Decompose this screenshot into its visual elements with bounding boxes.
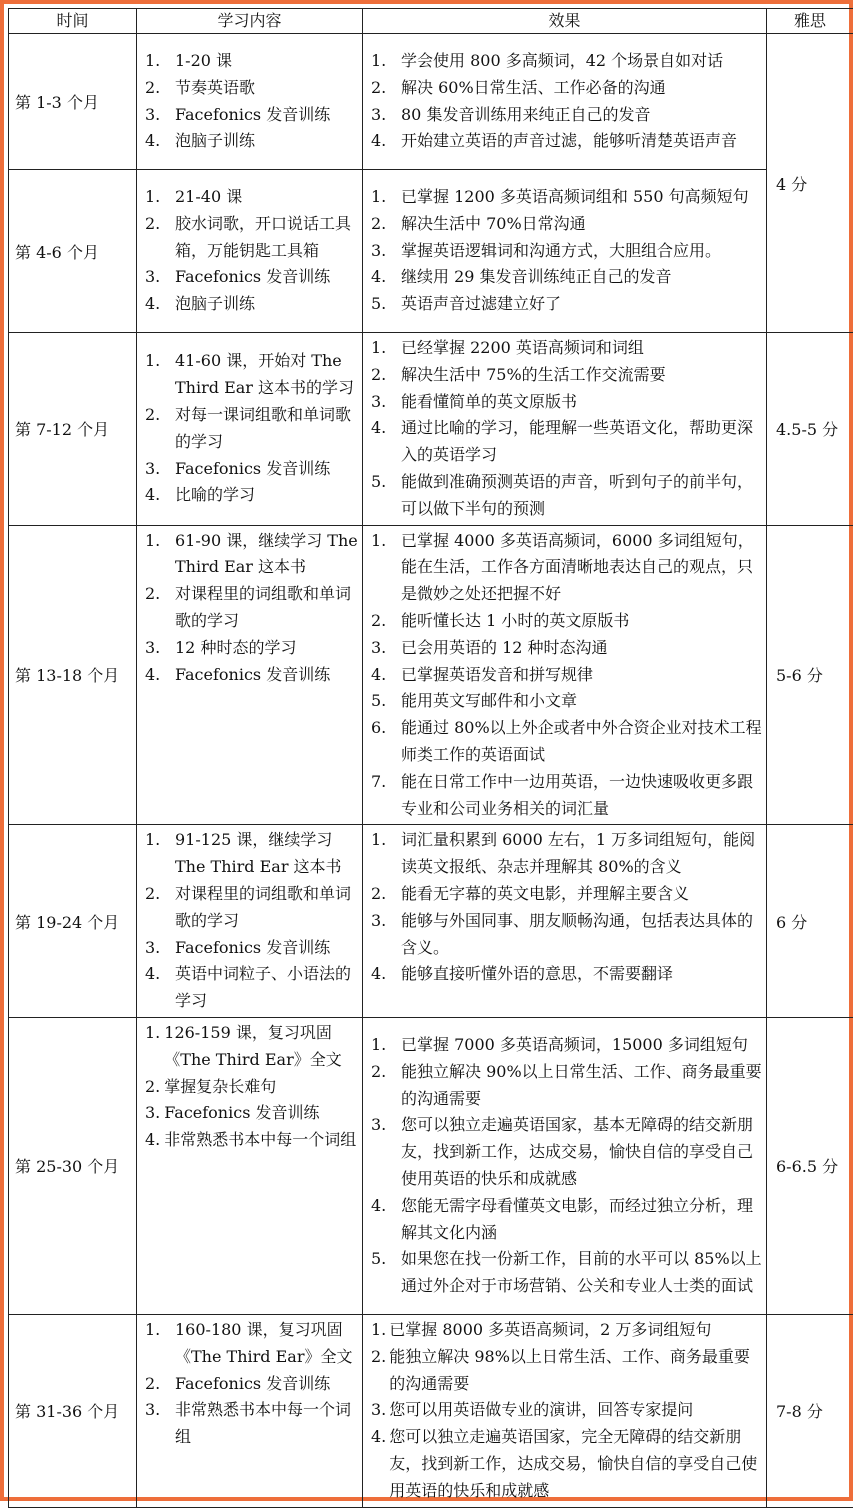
effect-list [363, 182, 766, 320]
list-item [371, 769, 762, 823]
item-text: 已经掌握 2200 英语高频词和词组 [401, 335, 762, 362]
item-number: 4. [371, 662, 401, 689]
item-text: 已掌握 1200 多英语高频词组和 550 句高频短句 [401, 184, 762, 211]
content-list [137, 1315, 362, 1453]
ielts-score-cell: 4 分 [767, 34, 853, 333]
list-item [371, 1344, 762, 1398]
list-item [145, 581, 358, 635]
effect-list [363, 46, 766, 157]
list-item [145, 482, 358, 509]
item-text: 解决生活中 70%日常沟通 [401, 211, 762, 238]
table-row [9, 170, 853, 333]
content-list [137, 526, 362, 691]
item-number: 3. [145, 456, 175, 483]
time-cell: 第 1-3 个月 [9, 34, 137, 170]
content-cell [137, 825, 363, 1018]
item-number: 3. [371, 389, 401, 416]
item-text: 能通过 80%以上外企或者中外合资企业对技术工程师类工作的英语面试 [401, 715, 762, 769]
content-cell [137, 34, 363, 170]
effect-cell [363, 1314, 767, 1507]
item-text: 能在日常工作中一边用英语，一边快速吸收更多跟专业和公司业务相关的词汇量 [401, 769, 762, 823]
list-item [371, 528, 762, 608]
list-item [145, 935, 358, 962]
item-number: 1. [371, 1317, 389, 1344]
effect-cell [363, 525, 767, 825]
item-text: 非常熟悉书本中每一个词组 [164, 1127, 358, 1154]
item-number: 2. [371, 211, 401, 238]
table-row [9, 825, 853, 1018]
item-text: 91-125 课，继续学习 The Third Ear 这本书 [175, 827, 358, 881]
item-text: Facefonics 发音训练 [175, 264, 358, 291]
item-text: 您可以用英语做专业的演讲，回答专家提问 [389, 1397, 762, 1424]
item-text: 61-90 课，继续学习 The Third Ear 这本书 [175, 528, 358, 582]
item-number: 3. [145, 935, 175, 962]
content-list [137, 346, 362, 511]
ielts-score-cell: 7-8 分 [767, 1314, 853, 1507]
item-text: Facefonics 发音训练 [175, 102, 358, 129]
list-item [371, 827, 762, 881]
item-number: 6. [371, 715, 401, 769]
list-item [145, 264, 358, 291]
table-row [9, 34, 853, 170]
header-row [9, 9, 853, 34]
list-item [371, 881, 762, 908]
item-text: 节奏英语歌 [175, 75, 358, 102]
item-text: 掌握英语逻辑词和沟通方式，大胆组合应用。 [401, 238, 762, 265]
item-text: 已掌握 7000 多英语高频词，15000 多词组短句 [401, 1032, 762, 1059]
item-text: 41-60 课，开始对 The Third Ear 这本书的学习 [175, 348, 358, 402]
list-item [145, 881, 358, 935]
item-text: 对课程里的词组歌和单词歌的学习 [175, 881, 358, 935]
item-text: 160-180 课，复习巩固《The Third Ear》全文 [175, 1317, 358, 1371]
item-text: 解决生活中 75%的生活工作交流需要 [401, 362, 762, 389]
item-number: 3. [371, 1397, 389, 1424]
list-item [371, 211, 762, 238]
list-item [371, 469, 762, 523]
content-list [137, 825, 362, 1017]
list-item [145, 348, 358, 402]
list-item [371, 1317, 762, 1344]
list-item [371, 102, 762, 129]
item-number: 3. [371, 1112, 401, 1192]
list-item [371, 184, 762, 211]
item-text: 对课程里的词组歌和单词歌的学习 [175, 581, 358, 635]
item-number: 1. [371, 528, 401, 608]
item-number: 1. [371, 827, 401, 881]
content-list [137, 1018, 362, 1156]
item-text: Facefonics 发音训练 [175, 662, 358, 689]
list-item [145, 528, 358, 582]
item-number: 5. [371, 688, 401, 715]
effect-cell [363, 34, 767, 170]
item-number: 3. [371, 102, 401, 129]
item-text: 非常熟悉书本中每一个词组 [175, 1397, 358, 1451]
content-cell [137, 1314, 363, 1507]
item-text: Facefonics 发音训练 [164, 1100, 358, 1127]
item-number: 3. [145, 635, 175, 662]
table-row [9, 1314, 853, 1507]
time-cell: 第 19-24 个月 [9, 825, 137, 1018]
list-item [145, 402, 358, 456]
list-item [371, 75, 762, 102]
item-number: 3. [145, 102, 175, 129]
item-number: 1. [145, 184, 175, 211]
item-number: 4. [145, 1127, 164, 1154]
item-text: 能做到准确预测英语的声音，听到句子的前半句，可以做下半句的预测 [401, 469, 762, 523]
item-number: 1. [371, 184, 401, 211]
list-item [145, 1100, 358, 1127]
table-row [9, 1017, 853, 1314]
list-item [145, 184, 358, 211]
item-number: 4. [145, 291, 175, 318]
list-item [145, 1020, 358, 1074]
list-item [145, 211, 358, 265]
content-cell [137, 170, 363, 333]
effect-cell [363, 170, 767, 333]
item-number: 4. [371, 415, 401, 469]
item-text: 泡脑子训练 [175, 128, 358, 155]
item-text: 12 种时态的学习 [175, 635, 358, 662]
list-item [371, 1193, 762, 1247]
item-number: 4. [145, 482, 175, 509]
list-item [371, 688, 762, 715]
table-row [9, 333, 853, 526]
item-text: 能看无字幕的英文电影，并理解主要含义 [401, 881, 762, 908]
list-item [371, 1112, 762, 1192]
list-item [371, 291, 762, 318]
list-item [371, 1397, 762, 1424]
item-number: 1. [145, 1317, 175, 1371]
item-number: 5. [371, 469, 401, 523]
item-number: 1. [371, 48, 401, 75]
item-number: 2. [371, 881, 401, 908]
item-number: 1. [145, 1020, 164, 1074]
item-text: 英语中词粒子、小语法的学习 [175, 961, 358, 1015]
content-cell [137, 333, 363, 526]
effect-cell [363, 333, 767, 526]
item-number: 2. [371, 75, 401, 102]
item-number: 4. [145, 961, 175, 1015]
header-effect: 效果 [363, 9, 767, 34]
item-text: 如果您在找一份新工作，目前的水平可以 85%以上通过外企对于市场营销、公关和专业人士类的面试 [401, 1246, 762, 1300]
item-text: 已掌握英语发音和拼写规律 [401, 662, 762, 689]
item-number: 5. [371, 1246, 401, 1300]
time-cell: 第 13-18 个月 [9, 525, 137, 825]
list-item [145, 961, 358, 1015]
item-text: 对每一课词组歌和单词歌的学习 [175, 402, 358, 456]
item-number: 2. [371, 608, 401, 635]
effect-list [363, 1315, 766, 1507]
item-number: 3. [371, 635, 401, 662]
item-number: 4. [145, 128, 175, 155]
item-text: 已掌握 8000 多英语高频词，2 万多词组短句 [389, 1317, 762, 1344]
item-number: 2. [145, 402, 175, 456]
item-number: 3. [145, 264, 175, 291]
item-text: Facefonics 发音训练 [175, 935, 358, 962]
list-item [145, 1317, 358, 1371]
item-text: 1-20 课 [175, 48, 358, 75]
item-number: 4. [371, 1193, 401, 1247]
item-text: 能看懂简单的英文原版书 [401, 389, 762, 416]
item-number: 7. [371, 769, 401, 823]
time-cell: 第 31-36 个月 [9, 1314, 137, 1507]
item-text: 继续用 29 集发音训练纯正自己的发音 [401, 264, 762, 291]
list-item [145, 662, 358, 689]
item-number: 1. [145, 48, 175, 75]
list-item [371, 389, 762, 416]
content-cell [137, 525, 363, 825]
item-text: Facefonics 发音训练 [175, 456, 358, 483]
effect-cell [363, 825, 767, 1018]
item-text: 能用英文写邮件和小文章 [401, 688, 762, 715]
item-number: 2. [145, 75, 175, 102]
item-text: 能够直接听懂外语的意思，不需要翻译 [401, 961, 762, 988]
item-text: 学会使用 800 多高频词，42 个场景自如对话 [401, 48, 762, 75]
list-item [145, 1074, 358, 1101]
content-list [137, 46, 362, 157]
item-text: 胶水词歌，开口说话工具箱，万能钥匙工具箱 [175, 211, 358, 265]
item-number: 2. [145, 1074, 164, 1101]
item-text: 能独立解决 98%以上日常生活、工作、商务最重要的沟通需要 [389, 1344, 762, 1398]
list-item [145, 291, 358, 318]
list-item [371, 662, 762, 689]
list-item [145, 1127, 358, 1154]
item-number: 1. [371, 1032, 401, 1059]
list-item [145, 48, 358, 75]
item-number: 2. [145, 881, 175, 935]
list-item [145, 75, 358, 102]
item-text: 80 集发音训练用来纯正自己的发音 [401, 102, 762, 129]
item-text: 通过比喻的学习，能理解一些英语文化，帮助更深入的英语学习 [401, 415, 762, 469]
list-item [371, 908, 762, 962]
item-text: 能够与外国同事、朋友顺畅沟通，包括表达具体的含义。 [401, 908, 762, 962]
list-item [371, 238, 762, 265]
list-item [371, 1032, 762, 1059]
item-number: 2. [145, 1371, 175, 1398]
list-item [371, 1059, 762, 1113]
item-number: 3. [145, 1100, 164, 1127]
item-number: 4. [371, 128, 401, 155]
item-number: 4. [371, 264, 401, 291]
ielts-score-cell: 4.5-5 分 [767, 333, 853, 526]
item-text: 已掌握 4000 多英语高频词，6000 多词组短句，能在生活，工作各方面清晰地表达自己的观点，只是微妙之处还把握不好 [401, 528, 762, 608]
item-number: 2. [371, 1344, 389, 1398]
item-text: 开始建立英语的声音过滤，能够听清楚英语声音 [401, 128, 762, 155]
item-text: 英语声音过滤建立好了 [401, 291, 762, 318]
header-time: 时间 [9, 9, 137, 34]
list-item [145, 128, 358, 155]
header-ielts: 雅思 [767, 9, 853, 34]
time-cell: 第 25-30 个月 [9, 1017, 137, 1314]
list-item [145, 635, 358, 662]
header-content: 学习内容 [137, 9, 363, 34]
item-text: 您能无需字母看懂英文电影，而经过独立分析，理解其文化内涵 [401, 1193, 762, 1247]
item-number: 4. [371, 961, 401, 988]
item-text: 解决 60%日常生活、工作必备的沟通 [401, 75, 762, 102]
ielts-score-cell: 5-6 分 [767, 525, 853, 825]
list-item [371, 1424, 762, 1504]
item-number: 1. [145, 528, 175, 582]
effect-cell [363, 1017, 767, 1314]
item-text: 掌握复杂长难句 [164, 1074, 358, 1101]
item-number: 1. [371, 335, 401, 362]
item-text: Facefonics 发音训练 [175, 1371, 358, 1398]
item-text: 您可以独立走遍英语国家，基本无障碍的结交新朋友，找到新工作，达成交易，愉快自信的享受自己使用英语的快乐和成就感 [401, 1112, 762, 1192]
effect-list [363, 526, 766, 825]
table-row [9, 525, 853, 825]
effect-list [363, 333, 766, 525]
item-number: 3. [371, 238, 401, 265]
time-cell: 第 4-6 个月 [9, 170, 137, 333]
list-item [371, 415, 762, 469]
item-number: 1. [145, 827, 175, 881]
item-text: 您可以独立走遍英语国家，完全无障碍的结交新朋友，找到新工作，达成交易，愉快自信的享受自己使用英语的快乐和成就感 [389, 1424, 762, 1504]
item-number: 4. [371, 1424, 389, 1504]
list-item [371, 715, 762, 769]
list-item [145, 827, 358, 881]
item-number: 2. [371, 1059, 401, 1113]
list-item [371, 264, 762, 291]
item-number: 3. [371, 908, 401, 962]
list-item [371, 48, 762, 75]
list-item [371, 128, 762, 155]
list-item [371, 1246, 762, 1300]
list-item [145, 1371, 358, 1398]
ielts-score-cell: 6-6.5 分 [767, 1017, 853, 1314]
list-item [145, 102, 358, 129]
item-number: 1. [145, 348, 175, 402]
list-item [371, 635, 762, 662]
list-item [371, 961, 762, 988]
ielts-score-cell: 6 分 [767, 825, 853, 1018]
item-text: 能听懂长达 1 小时的英文原版书 [401, 608, 762, 635]
list-item [371, 362, 762, 389]
effect-list [363, 825, 766, 990]
item-number: 5. [371, 291, 401, 318]
item-number: 2. [371, 362, 401, 389]
item-number: 2. [145, 581, 175, 635]
item-text: 泡脑子训练 [175, 291, 358, 318]
time-cell: 第 7-12 个月 [9, 333, 137, 526]
item-number: 4. [145, 662, 175, 689]
list-item [371, 608, 762, 635]
list-item [145, 456, 358, 483]
item-number: 2. [145, 211, 175, 265]
list-item [145, 1397, 358, 1451]
item-text: 已会用英语的 12 种时态沟通 [401, 635, 762, 662]
item-text: 126-159 课，复习巩固《The Third Ear》全文 [164, 1020, 358, 1074]
list-item [371, 335, 762, 362]
item-text: 21-40 课 [175, 184, 358, 211]
item-text: 比喻的学习 [175, 482, 358, 509]
item-text: 能独立解决 90%以上日常生活、工作、商务最重要的沟通需要 [401, 1059, 762, 1113]
study-plan-table [8, 8, 853, 1508]
content-cell [137, 1017, 363, 1314]
item-number: 3. [145, 1397, 175, 1451]
item-text: 词汇量积累到 6000 左右，1 万多词组短句，能阅读英文报纸、杂志并理解其 80%的含义 [401, 827, 762, 881]
content-list [137, 182, 362, 320]
effect-list [363, 1030, 766, 1302]
